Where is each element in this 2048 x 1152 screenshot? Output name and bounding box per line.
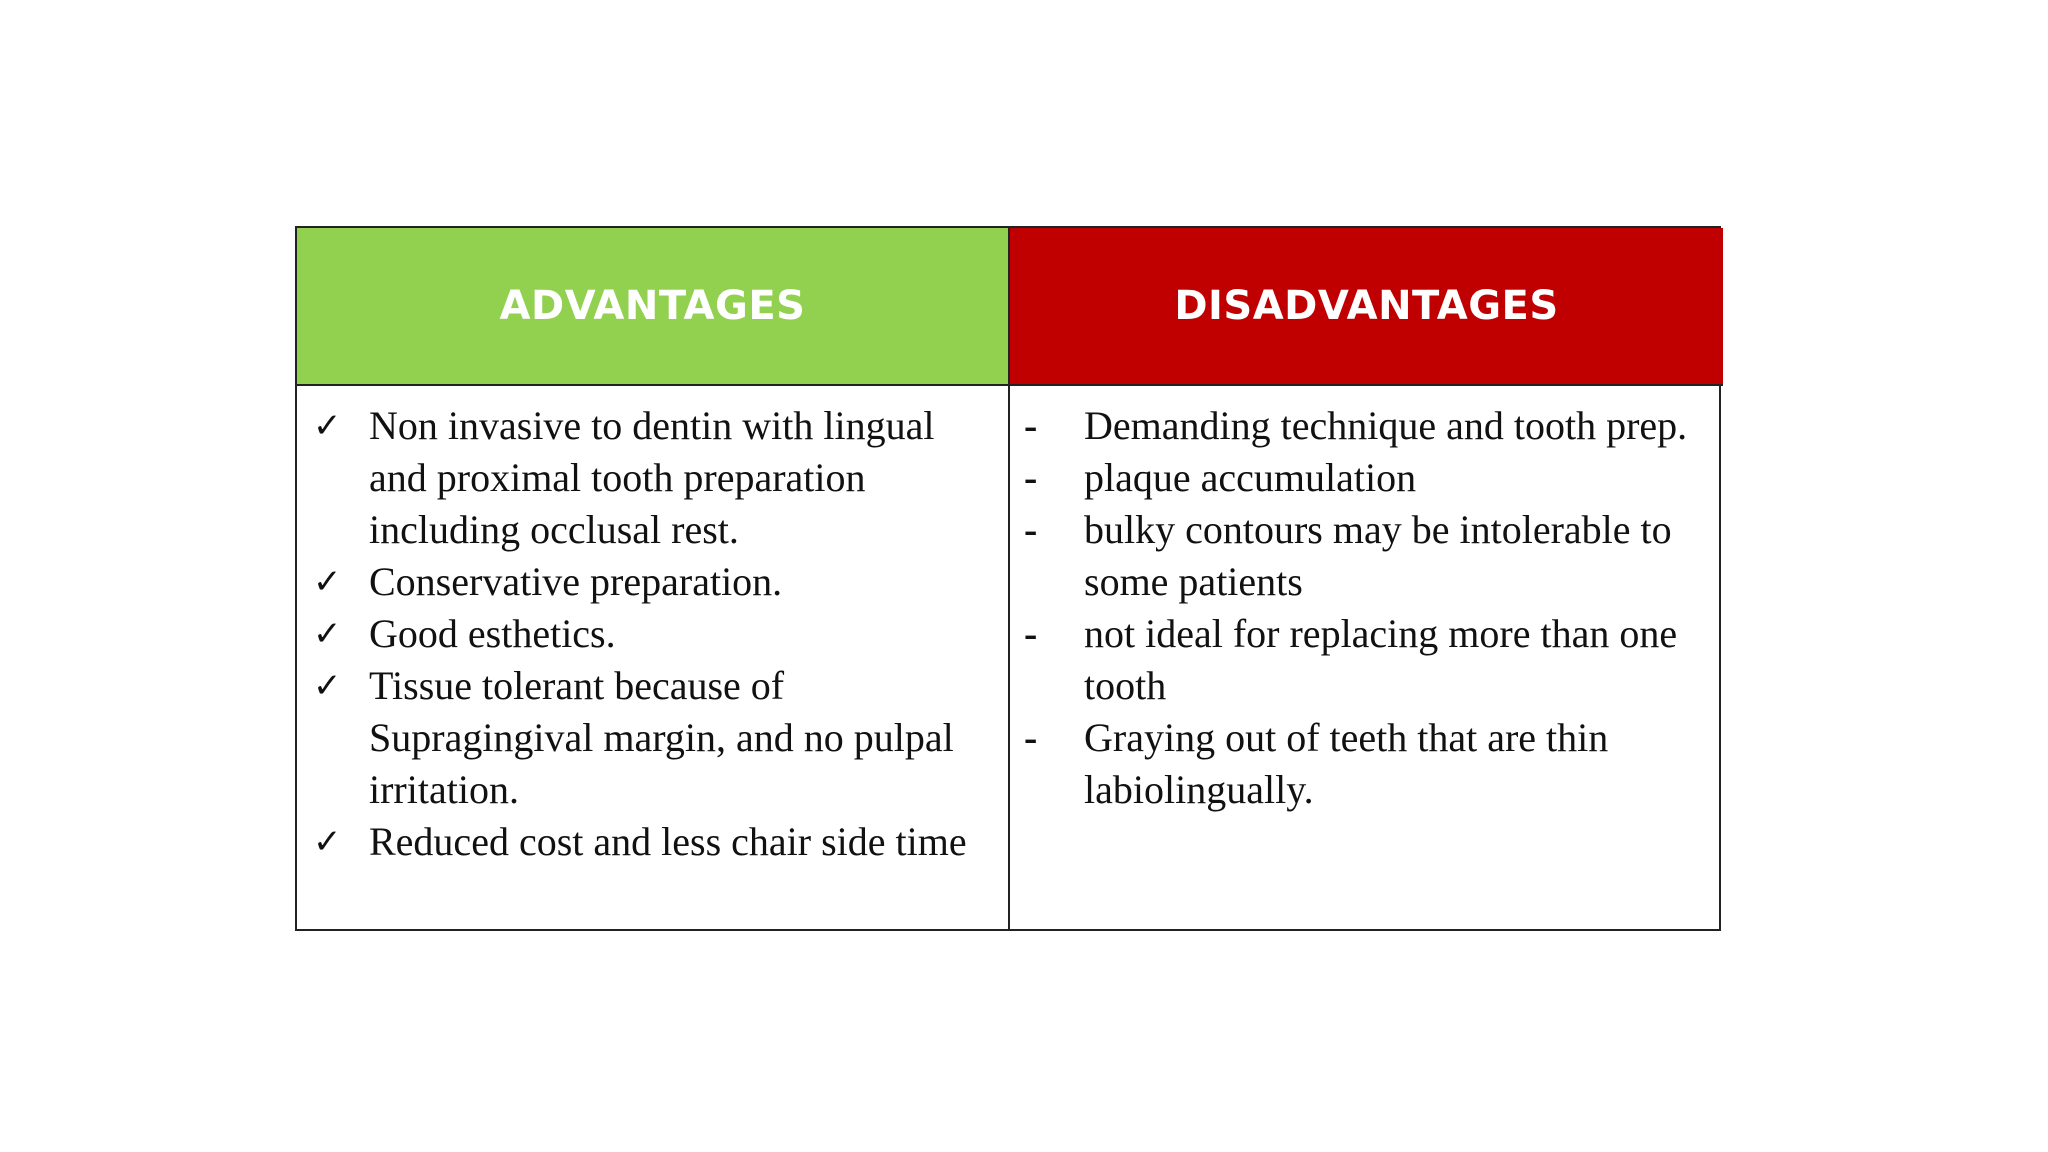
disadvantages-header-label: DISADVANTAGES [1174, 283, 1559, 329]
checkmark-icon: ✓ [313, 562, 342, 602]
disadvantage-text: Demanding technique and tooth prep. [1084, 403, 1688, 448]
advantages-header-label: ADVANTAGES [499, 283, 806, 329]
advantages-header [297, 228, 1010, 386]
list-item [1010, 504, 1723, 608]
checkmark-icon: ✓ [313, 614, 342, 654]
disadvantage-text: plaque accumulation [1084, 455, 1417, 500]
list-item [1010, 712, 1723, 816]
checkmark-icon: ✓ [313, 406, 342, 446]
advantages-list [297, 400, 1008, 868]
list-item [1010, 452, 1723, 504]
disadvantages-list [1010, 400, 1723, 816]
advantage-text: Good esthetics. [369, 611, 616, 656]
checkmark-icon: ✓ [313, 666, 342, 706]
list-item [1010, 608, 1723, 712]
dash-bullet-icon: - [1024, 455, 1038, 500]
disadvantage-text: bulky contours may be intolerable to some patients [1084, 507, 1672, 604]
list-item [297, 400, 1008, 556]
pros-cons-table [295, 226, 1721, 931]
advantage-text: Reduced cost and less chair side time [369, 819, 967, 864]
disadvantages-column [1010, 386, 1723, 929]
checkmark-icon: ✓ [313, 822, 342, 862]
advantage-text: Non invasive to dentin with lingual and proximal tooth preparation including occlusal rest. [369, 403, 935, 552]
list-item [297, 816, 1008, 868]
list-item [297, 608, 1008, 660]
disadvantage-text: Graying out of teeth that are thin labiolingually. [1084, 715, 1609, 812]
advantages-column [297, 386, 1010, 929]
dash-bullet-icon: - [1024, 507, 1038, 552]
advantage-text: Conservative preparation. [369, 559, 783, 604]
dash-bullet-icon: - [1024, 611, 1038, 656]
list-item [1010, 400, 1723, 452]
dash-bullet-icon: - [1024, 403, 1038, 448]
dash-bullet-icon: - [1024, 715, 1038, 760]
list-item [297, 556, 1008, 608]
disadvantage-text: not ideal for replacing more than one tooth [1084, 611, 1678, 708]
list-item [297, 660, 1008, 816]
disadvantages-header [1010, 228, 1723, 386]
advantage-text: Tissue tolerant because of Supragingival margin, and no pulpal irritation. [369, 663, 954, 812]
